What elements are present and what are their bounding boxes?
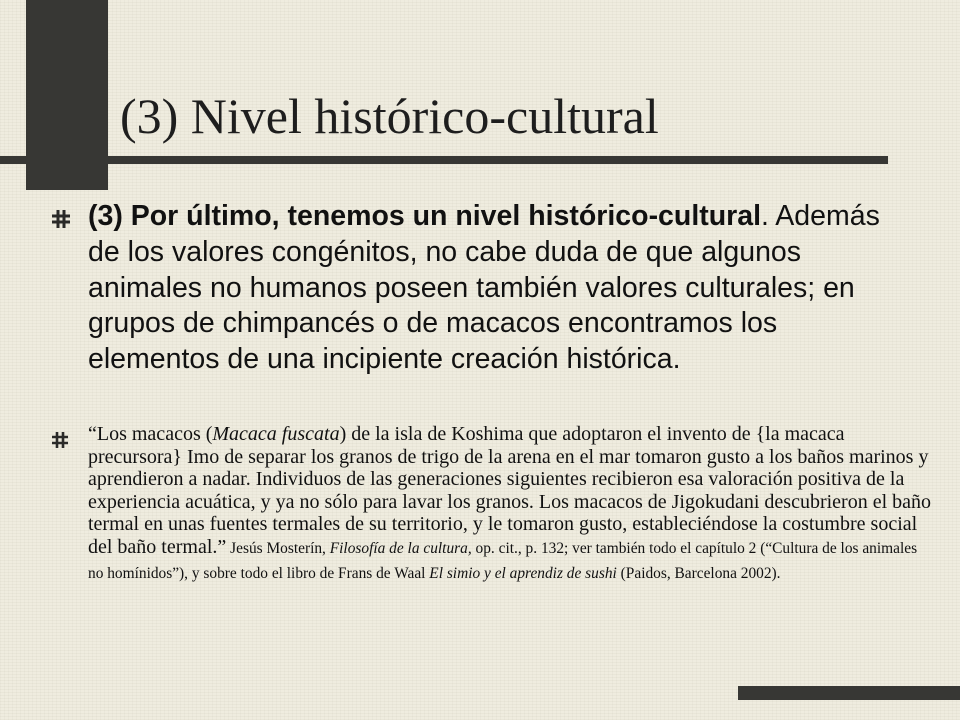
- title-underline: [0, 156, 888, 164]
- decorative-footer-bar: [738, 686, 960, 700]
- bullet-1-body: . Además de los valores congénitos, no cabe duda de que algunos animales no humanos poseen también valores culturales; en grupos de chimpancés o de macacos encontramos los elementos de una incipiente creación histórica.: [88, 200, 880, 376]
- hash-bullet-icon: [52, 210, 70, 228]
- citation-author: Jesús Mosterín,: [226, 539, 330, 557]
- bullet-1-lead: (3) Por último, tenemos un nivel histórico-cultural: [88, 200, 761, 232]
- species-name: Macaca fuscata: [212, 423, 340, 445]
- slide-title: (3) Nivel histórico-cultural: [120, 88, 659, 144]
- quote-open: “Los macacos (: [88, 423, 213, 445]
- quote-body: ) de la isla de Koshima que adoptaron el invento de {la macaca precursora} Imo de separar los granos de trigo de la arena en el mar tomaron gusto a los baños marinos y aprendieron a nadar. Individuos de las generaciones siguientes recibieron esa valoración positiva de la experiencia acuática, y ya no sólo para lavar los granos. Los macacos de Jigokudani descubrieron el baño termal en unas fuentes termales de su territorio, y le tomaron gusto, estableciéndose la costumbre social del baño termal.”: [88, 423, 932, 558]
- citation-reference: op. cit., p. 132; ver también todo el capítulo 2 (“Cultura de los animales no homínidos”), y sobre todo el libro de Frans de Waal: [88, 539, 918, 582]
- bullet-2-quote: [88, 423, 933, 585]
- citation-book-2: El simio y el aprendiz de sushi: [429, 564, 617, 582]
- citation-book: Filosofía de la cultura,: [329, 539, 472, 557]
- bullet-1-text: [88, 199, 898, 378]
- hash-bullet-icon: [52, 432, 68, 448]
- citation-publisher: (Paidos, Barcelona 2002).: [616, 564, 781, 582]
